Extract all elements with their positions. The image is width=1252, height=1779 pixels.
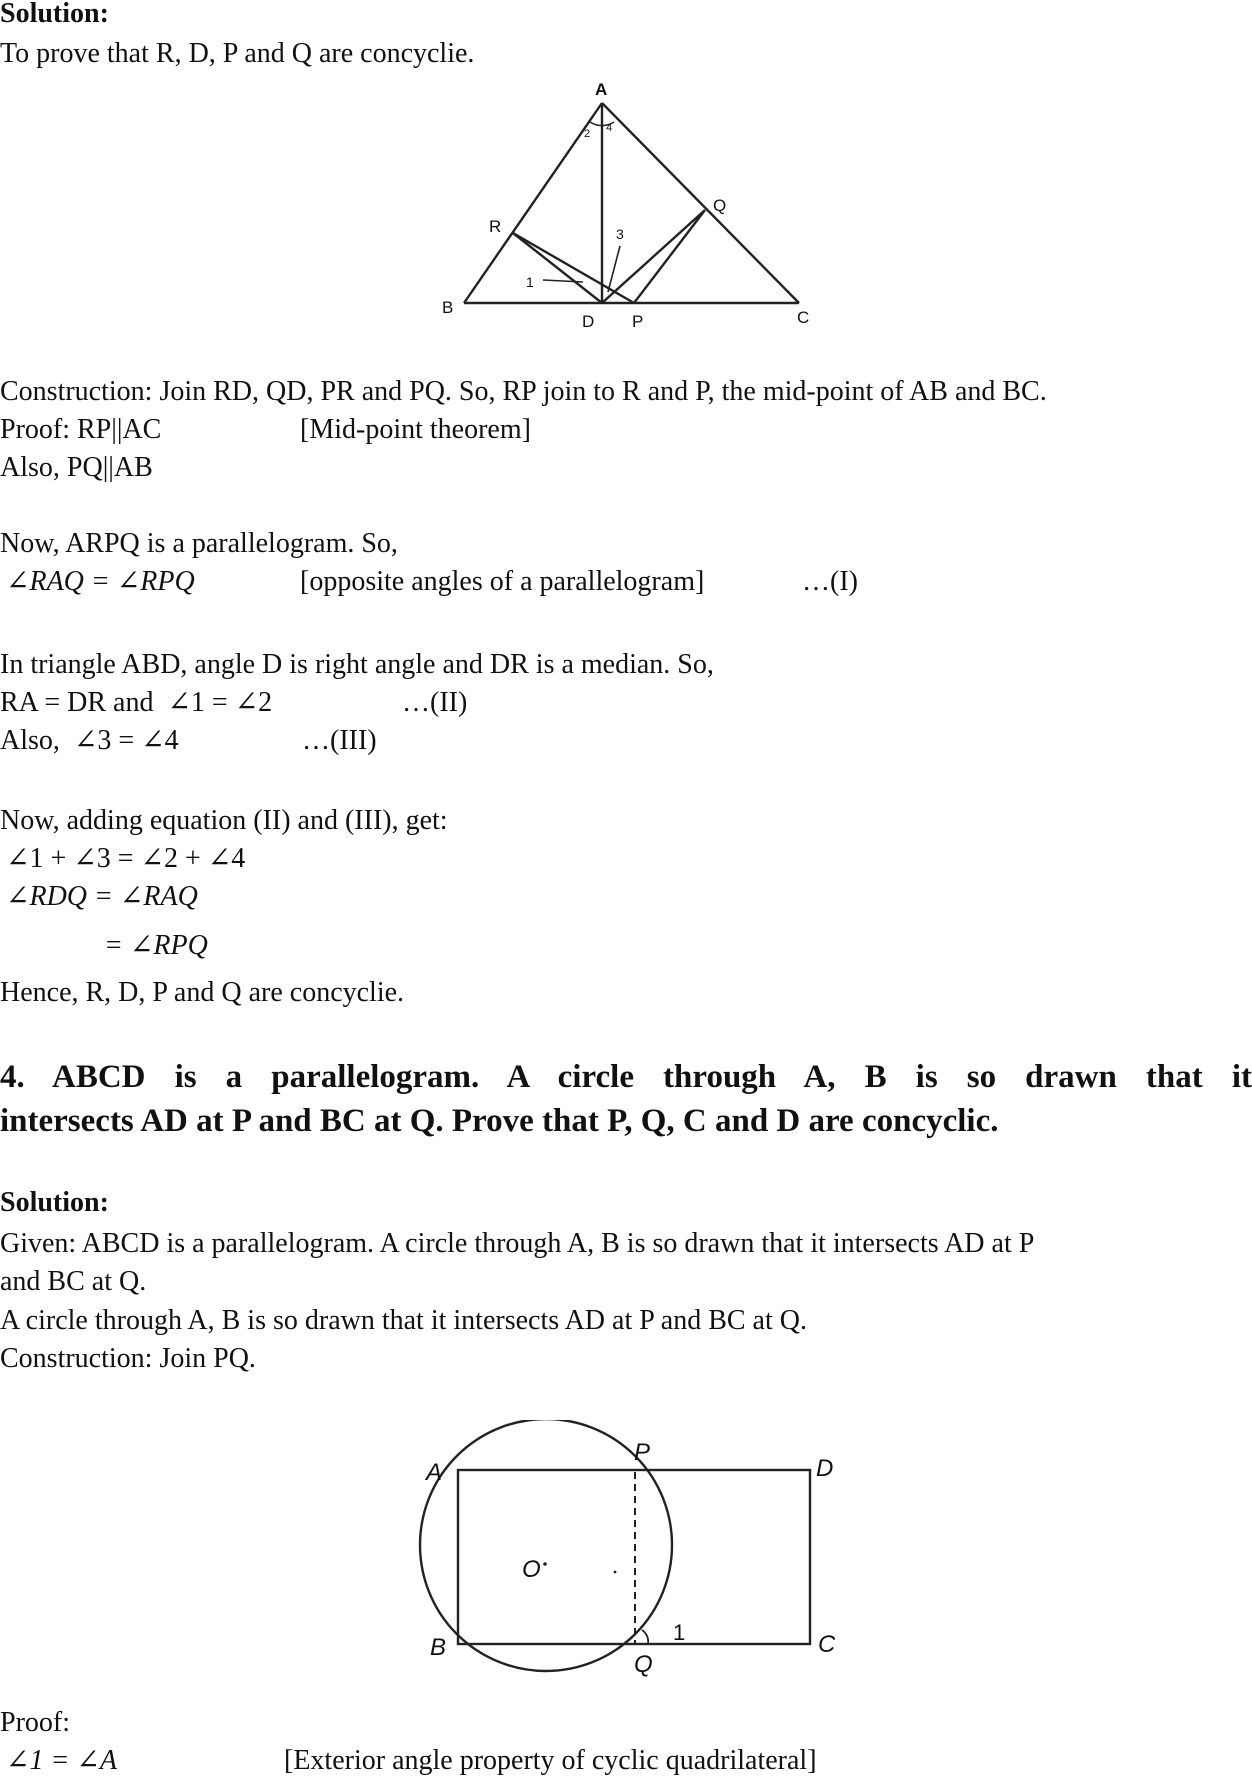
side-ac <box>602 103 799 303</box>
label-a: A <box>595 80 608 99</box>
label-p: P <box>632 312 644 331</box>
equation-2: RA = DR and ∠1 = ∠2 <box>0 687 273 718</box>
label-p2: P <box>634 1439 651 1466</box>
center-dot-o <box>543 1562 547 1566</box>
adding-line: Now, adding equation (II) and (III), get: <box>0 805 448 836</box>
proof-label: Proof: <box>0 1707 70 1738</box>
also-pq-line: Also, PQ||AB <box>0 452 153 483</box>
question-4-line-1: 4. ABCD is a parallelogram. A circle through A, B is so drawn that it <box>0 1059 1252 1095</box>
label-angle-4: 4 <box>606 122 613 134</box>
equation-3: Also, ∠3 = ∠4 <box>0 725 179 756</box>
segment-rd <box>513 233 602 303</box>
label-d: D <box>582 312 595 331</box>
triangle-figure <box>430 78 820 333</box>
label-b: B <box>442 298 454 317</box>
given-line-1: Given: ABCD is a parallelogram. A circle through A, B is so drawn that it intersects AD at P <box>0 1228 1035 1259</box>
parallelogram-line: Now, ARPQ is a parallelogram. So, <box>0 528 398 559</box>
equation-2-tag: …(II) <box>402 687 468 718</box>
label-q2: Q <box>634 1651 653 1678</box>
equation-1-tag: …(I) <box>802 566 858 597</box>
equation-1-reason: [opposite angles of a parallelogram] <box>300 566 705 597</box>
sum-equation-1: ∠1 + ∠3 = ∠2 + ∠4 <box>6 843 246 874</box>
final-equation-reason: [Exterior angle property of cyclic quadrilateral] <box>284 1745 817 1776</box>
triangle-line: In triangle ABD, angle D is right angle and DR is a median. So, <box>0 649 714 680</box>
label-a2: A <box>426 1459 443 1486</box>
construction-line-2: Construction: Join PQ. <box>0 1343 256 1374</box>
proof-reason: [Mid-point theorem] <box>300 414 531 445</box>
equation-3-tag: …(III) <box>302 725 377 756</box>
hence-line: Hence, R, D, P and Q are concyclie. <box>0 977 405 1008</box>
label-b2: B <box>430 1634 447 1661</box>
label-o: O <box>522 1556 541 1583</box>
label-c2: C <box>818 1631 836 1658</box>
final-equation: ∠1 = ∠A <box>6 1745 117 1776</box>
label-d2: D <box>816 1455 834 1482</box>
circle-line: A circle through A, B is so drawn that it intersects AD at P and BC at Q. <box>0 1305 807 1336</box>
leader-3 <box>608 246 620 292</box>
circle-parallelogram-figure <box>410 1420 855 1680</box>
label-angle-1: 1 <box>526 274 534 290</box>
label-angle-1b: 1 <box>673 1620 686 1645</box>
leader-1 <box>543 280 583 282</box>
proof-statement: Proof: RP||AC <box>0 414 162 445</box>
equation-1: ∠RAQ = ∠RPQ <box>6 566 195 597</box>
label-q: Q <box>713 196 727 215</box>
label-angle-3: 3 <box>616 226 624 242</box>
solution-heading-2: Solution: <box>0 1187 109 1218</box>
sum-equation-2: ∠RDQ = ∠RAQ <box>6 881 198 912</box>
solution-heading-1: Solution: <box>0 0 109 29</box>
label-r: R <box>489 217 502 236</box>
segment-pq <box>634 210 705 303</box>
question-4-line-2: intersects AD at P and BC at Q. Prove that P, Q, C and D are concyclic. <box>0 1103 999 1139</box>
label-c: C <box>797 308 810 327</box>
angle-arc-1 <box>642 1630 648 1644</box>
sum-equation-3: = ∠RPQ <box>104 930 208 961</box>
given-line-2: and BC at Q. <box>0 1266 147 1297</box>
solution-intro: To prove that R, D, P and Q are concyclie. <box>0 38 475 69</box>
segment-rp <box>513 233 634 303</box>
stray-dot <box>614 1571 617 1574</box>
construction-line-1: Construction: Join RD, QD, PR and PQ. So, RP join to R and P, the mid-point of AB and BC. <box>0 376 1047 407</box>
label-angle-2: 2 <box>584 128 591 140</box>
